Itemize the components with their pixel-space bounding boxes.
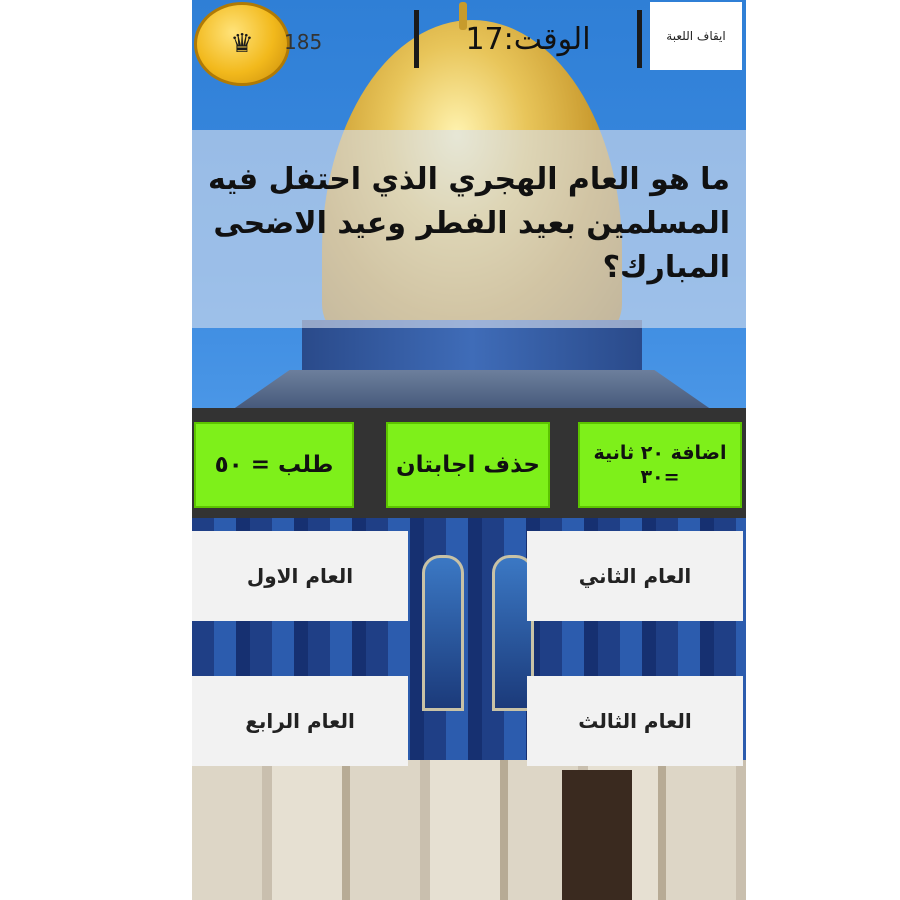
trophy-icon: ♛ (230, 29, 254, 59)
stop-game-button[interactable]: ايقاف اللعبة (650, 2, 742, 70)
answer-button-1[interactable]: العام الاول (192, 531, 408, 621)
add-time-button[interactable]: اضافة ٢٠ ثانية =٣٠ (578, 422, 742, 508)
remove-two-answers-button[interactable]: حذف اجابتان (386, 422, 550, 508)
timer-display: الوقت:17 (414, 10, 642, 68)
doorway (562, 770, 632, 900)
question-panel (192, 130, 746, 328)
answer-button-3[interactable]: العام الثالث (527, 676, 743, 766)
dome-drum (302, 320, 642, 375)
helpers-bar (192, 408, 746, 518)
game-screen (192, 0, 746, 900)
answer-button-4[interactable]: العام الرابع (192, 676, 408, 766)
answer-button-2[interactable]: العام الثاني (527, 531, 743, 621)
coin-icon (194, 2, 290, 86)
coin-count: 185 (284, 30, 323, 54)
window-arch (422, 555, 464, 711)
octagon-roof (232, 370, 712, 410)
marble-columns (192, 760, 746, 900)
question-text: ما هو العام الهجري الذي احتفل فيه المسلمين بعيد الفطر وعيد الاضحى المبارك؟ (208, 162, 730, 285)
request-help-button[interactable]: طلب = ٥٠ (194, 422, 354, 508)
